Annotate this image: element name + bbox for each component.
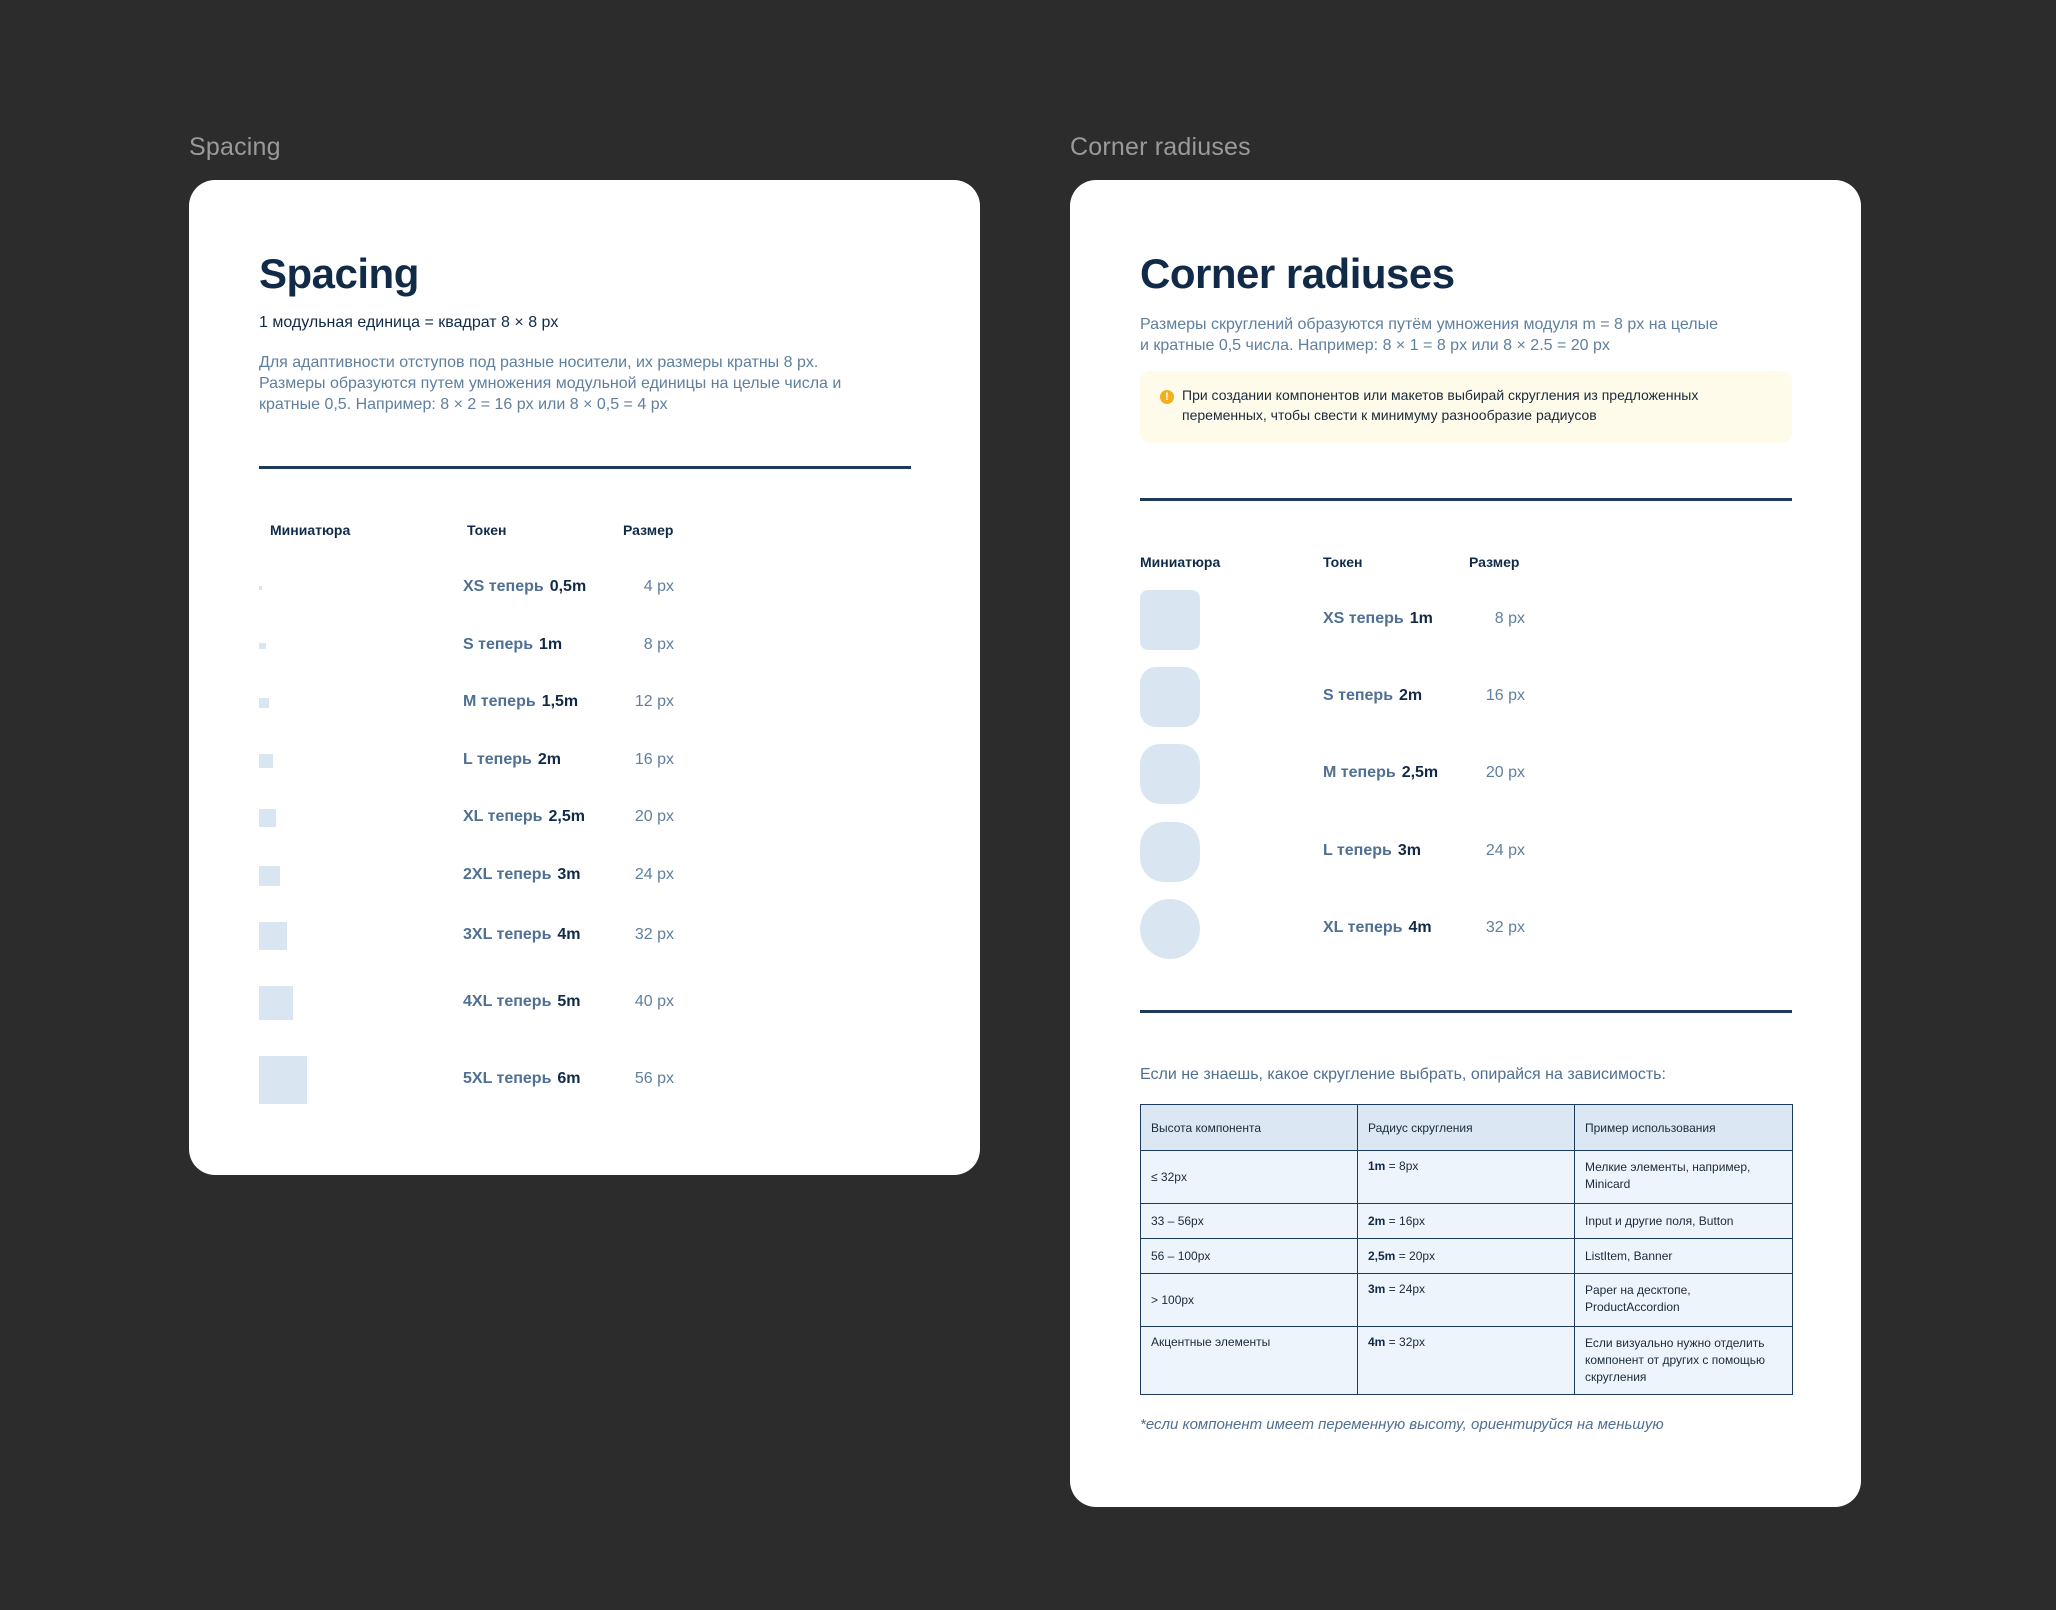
spacing-thumbnail — [259, 986, 293, 1020]
spacing-thumbnail — [259, 809, 276, 826]
token-name: 4XL теперь — [463, 993, 552, 1010]
spacing-thumbnail — [259, 586, 262, 589]
token-label — [463, 636, 562, 654]
token-label — [1323, 919, 1432, 937]
component-height-cell: ≤ 32px — [1141, 1151, 1358, 1204]
spacing-description — [259, 352, 899, 415]
footnote: *если компонент имеет переменную высоту, ориентируйся на меньшую — [1140, 1416, 1664, 1433]
example-line: Paper на десктопе, — [1585, 1283, 1691, 1297]
radius-thumbnail — [1140, 822, 1200, 882]
radius-thumbnail — [1140, 590, 1200, 650]
column-header-token: Токен — [1323, 554, 1363, 570]
radius-cell: 3m = 24px — [1358, 1274, 1575, 1327]
radius-token: 1m — [1368, 1159, 1386, 1173]
token-multiplier: 2,5m — [548, 808, 585, 825]
token-label — [463, 926, 581, 944]
spacing-description-line: кратные 0,5. Например: 8 × 2 = 16 px или 8 × 0,5 = 4 px — [259, 396, 668, 413]
size-value: 16 px — [634, 751, 674, 768]
radius-thumbnail — [1140, 744, 1200, 804]
token-label — [463, 808, 585, 826]
token-name: M теперь — [1323, 764, 1396, 781]
column-header-size: Размер — [1469, 554, 1520, 570]
table-row — [1141, 1327, 1793, 1395]
radius-token: 3m — [1368, 1282, 1386, 1296]
radius-token: 2,5m — [1368, 1249, 1396, 1263]
token-multiplier: 2,5m — [1401, 764, 1439, 781]
column-header-thumb: Миниатюра — [270, 522, 351, 538]
radius-thumbnail — [1140, 667, 1200, 727]
spacing-thumbnail — [259, 754, 273, 768]
component-height-cell: Акцентные элементы — [1141, 1327, 1358, 1395]
column-header-size: Размер — [623, 522, 674, 538]
token-multiplier: 4m — [557, 926, 581, 943]
example-line: Input и другие поля, Button — [1585, 1213, 1734, 1228]
token-name: 2XL теперь — [463, 866, 552, 883]
size-value: 4 px — [643, 578, 674, 595]
token-label — [1323, 764, 1438, 782]
example-line: Если визуально нужно отделить — [1585, 1336, 1765, 1350]
token-label — [463, 751, 561, 769]
component-height-cell: 56 – 100px — [1141, 1239, 1358, 1274]
table-header-cell: Радиус скругления — [1358, 1105, 1575, 1151]
token-name: XL теперь — [1323, 919, 1403, 936]
token-multiplier: 2m — [1399, 687, 1423, 704]
divider — [1140, 1010, 1792, 1013]
size-value: 32 px — [634, 926, 674, 943]
spacing-thumbnail — [259, 698, 269, 708]
table-header-row — [1141, 1105, 1793, 1151]
token-label — [1323, 842, 1421, 860]
example-line: Minicard — [1585, 1177, 1631, 1191]
token-name: S теперь — [1323, 687, 1394, 704]
callout-text — [1182, 385, 1772, 425]
example-line: компонент от других с помощью — [1585, 1353, 1765, 1367]
example-line: ListItem, Banner — [1585, 1248, 1673, 1263]
column-header-token: Токен — [467, 522, 507, 538]
radius-token: 2m — [1368, 1214, 1386, 1228]
token-name: XL теперь — [463, 808, 543, 825]
token-name: S теперь — [463, 636, 534, 653]
spacing-thumbnail — [259, 1056, 307, 1104]
spacing-frame[interactable] — [189, 180, 980, 1175]
size-value: 20 px — [634, 808, 674, 825]
spacing-title: Spacing — [259, 250, 419, 297]
token-multiplier: 1m — [1409, 610, 1433, 627]
token-name: 3XL теперь — [463, 926, 552, 943]
token-multiplier: 1,5m — [541, 693, 579, 710]
module-unit-line: 1 модульная единица = квадрат 8 × 8 px — [259, 314, 559, 331]
column-header-thumb: Миниатюра — [1140, 554, 1221, 570]
radius-token: 4m — [1368, 1335, 1386, 1349]
dependency-intro: Если не знаешь, какое скругление выбрать, опирайся на зависимость: — [1140, 1066, 1666, 1083]
table-header-cell: Пример использования — [1575, 1105, 1793, 1151]
usage-example-cell — [1575, 1274, 1793, 1327]
token-label — [463, 1070, 581, 1088]
size-value: 40 px — [634, 993, 674, 1010]
example-line: ProductAccordion — [1585, 1300, 1680, 1314]
usage-example-cell — [1575, 1151, 1793, 1204]
component-height-cell: 33 – 56px — [1141, 1204, 1358, 1239]
table-row — [1141, 1204, 1793, 1239]
token-name: XS теперь — [463, 578, 544, 595]
spacing-thumbnail — [259, 922, 287, 950]
token-label — [463, 866, 581, 884]
radius-cell: 4m = 32px — [1358, 1327, 1575, 1395]
radius-description — [1140, 314, 1780, 356]
token-multiplier: 3m — [1397, 842, 1421, 859]
usage-example-cell — [1575, 1239, 1793, 1274]
example-line: скругления — [1585, 1370, 1647, 1384]
token-name: 5XL теперь — [463, 1070, 552, 1087]
callout-line: При создании компонентов или макетов выбирай скругления из предложенных — [1182, 387, 1699, 403]
usage-example-cell — [1575, 1204, 1793, 1239]
size-value: 12 px — [634, 693, 674, 710]
token-name: L теперь — [1323, 842, 1392, 859]
token-label — [463, 578, 586, 596]
divider — [259, 466, 911, 469]
token-label — [463, 993, 581, 1011]
token-multiplier: 4m — [1408, 919, 1432, 936]
token-multiplier: 3m — [557, 866, 581, 883]
example-line: Мелкие элементы, например, — [1585, 1160, 1751, 1174]
usage-example-cell — [1575, 1327, 1793, 1395]
token-name: L теперь — [463, 751, 532, 768]
radius-thumbnail — [1140, 899, 1200, 959]
token-label — [1323, 687, 1422, 705]
corner-radiuses-frame[interactable] — [1070, 180, 1861, 1507]
divider — [1140, 498, 1792, 501]
warning-callout — [1140, 371, 1792, 443]
radius-dependency-table — [1140, 1104, 1793, 1395]
size-value: 56 px — [634, 1070, 674, 1087]
frame-label-spacing[interactable]: Spacing — [189, 133, 281, 161]
table-row — [1141, 1239, 1793, 1274]
token-name: M теперь — [463, 693, 536, 710]
token-multiplier: 2m — [537, 751, 561, 768]
spacing-description-line: Размеры образуются путем умножения модульной единицы на целые числа и — [259, 375, 842, 392]
radius-description-line: Размеры скруглений образуются путём умножения модуля m = 8 px на целые — [1140, 316, 1718, 333]
size-value: 24 px — [1485, 842, 1525, 859]
token-multiplier: 1m — [539, 636, 563, 653]
spacing-thumbnail — [259, 643, 266, 650]
size-value: 8 px — [643, 636, 674, 653]
size-value: 32 px — [1485, 919, 1525, 936]
size-value: 20 px — [1485, 764, 1525, 781]
token-name: XS теперь — [1323, 610, 1404, 627]
size-value: 16 px — [1485, 687, 1525, 704]
size-value: 8 px — [1494, 610, 1525, 627]
radius-description-line: и кратные 0,5 числа. Например: 8 × 1 = 8 px или 8 × 2.5 = 20 px — [1140, 337, 1610, 354]
token-multiplier: 0,5m — [549, 578, 587, 595]
table-header-cell: Высота компонента — [1141, 1105, 1358, 1151]
frame-label-corner-radiuses[interactable]: Corner radiuses — [1070, 133, 1251, 161]
token-label — [463, 693, 578, 711]
token-multiplier: 5m — [557, 993, 581, 1010]
radius-cell: 1m = 8px — [1358, 1151, 1575, 1204]
token-multiplier: 6m — [557, 1070, 581, 1087]
radius-cell: 2,5m = 20px — [1358, 1239, 1575, 1274]
component-height-cell: > 100px — [1141, 1274, 1358, 1327]
table-row — [1141, 1274, 1793, 1327]
spacing-thumbnail — [259, 866, 280, 887]
table-row — [1141, 1151, 1793, 1204]
callout-line: переменных, чтобы свести к минимуму разнообразие радиусов — [1182, 407, 1597, 423]
corner-radiuses-title: Corner radiuses — [1140, 250, 1455, 297]
warning-icon: ! — [1160, 390, 1174, 404]
spacing-description-line: Для адаптивности отступов под разные носители, их размеры кратны 8 px. — [259, 354, 819, 371]
token-label — [1323, 610, 1433, 628]
radius-cell: 2m = 16px — [1358, 1204, 1575, 1239]
size-value: 24 px — [634, 866, 674, 883]
